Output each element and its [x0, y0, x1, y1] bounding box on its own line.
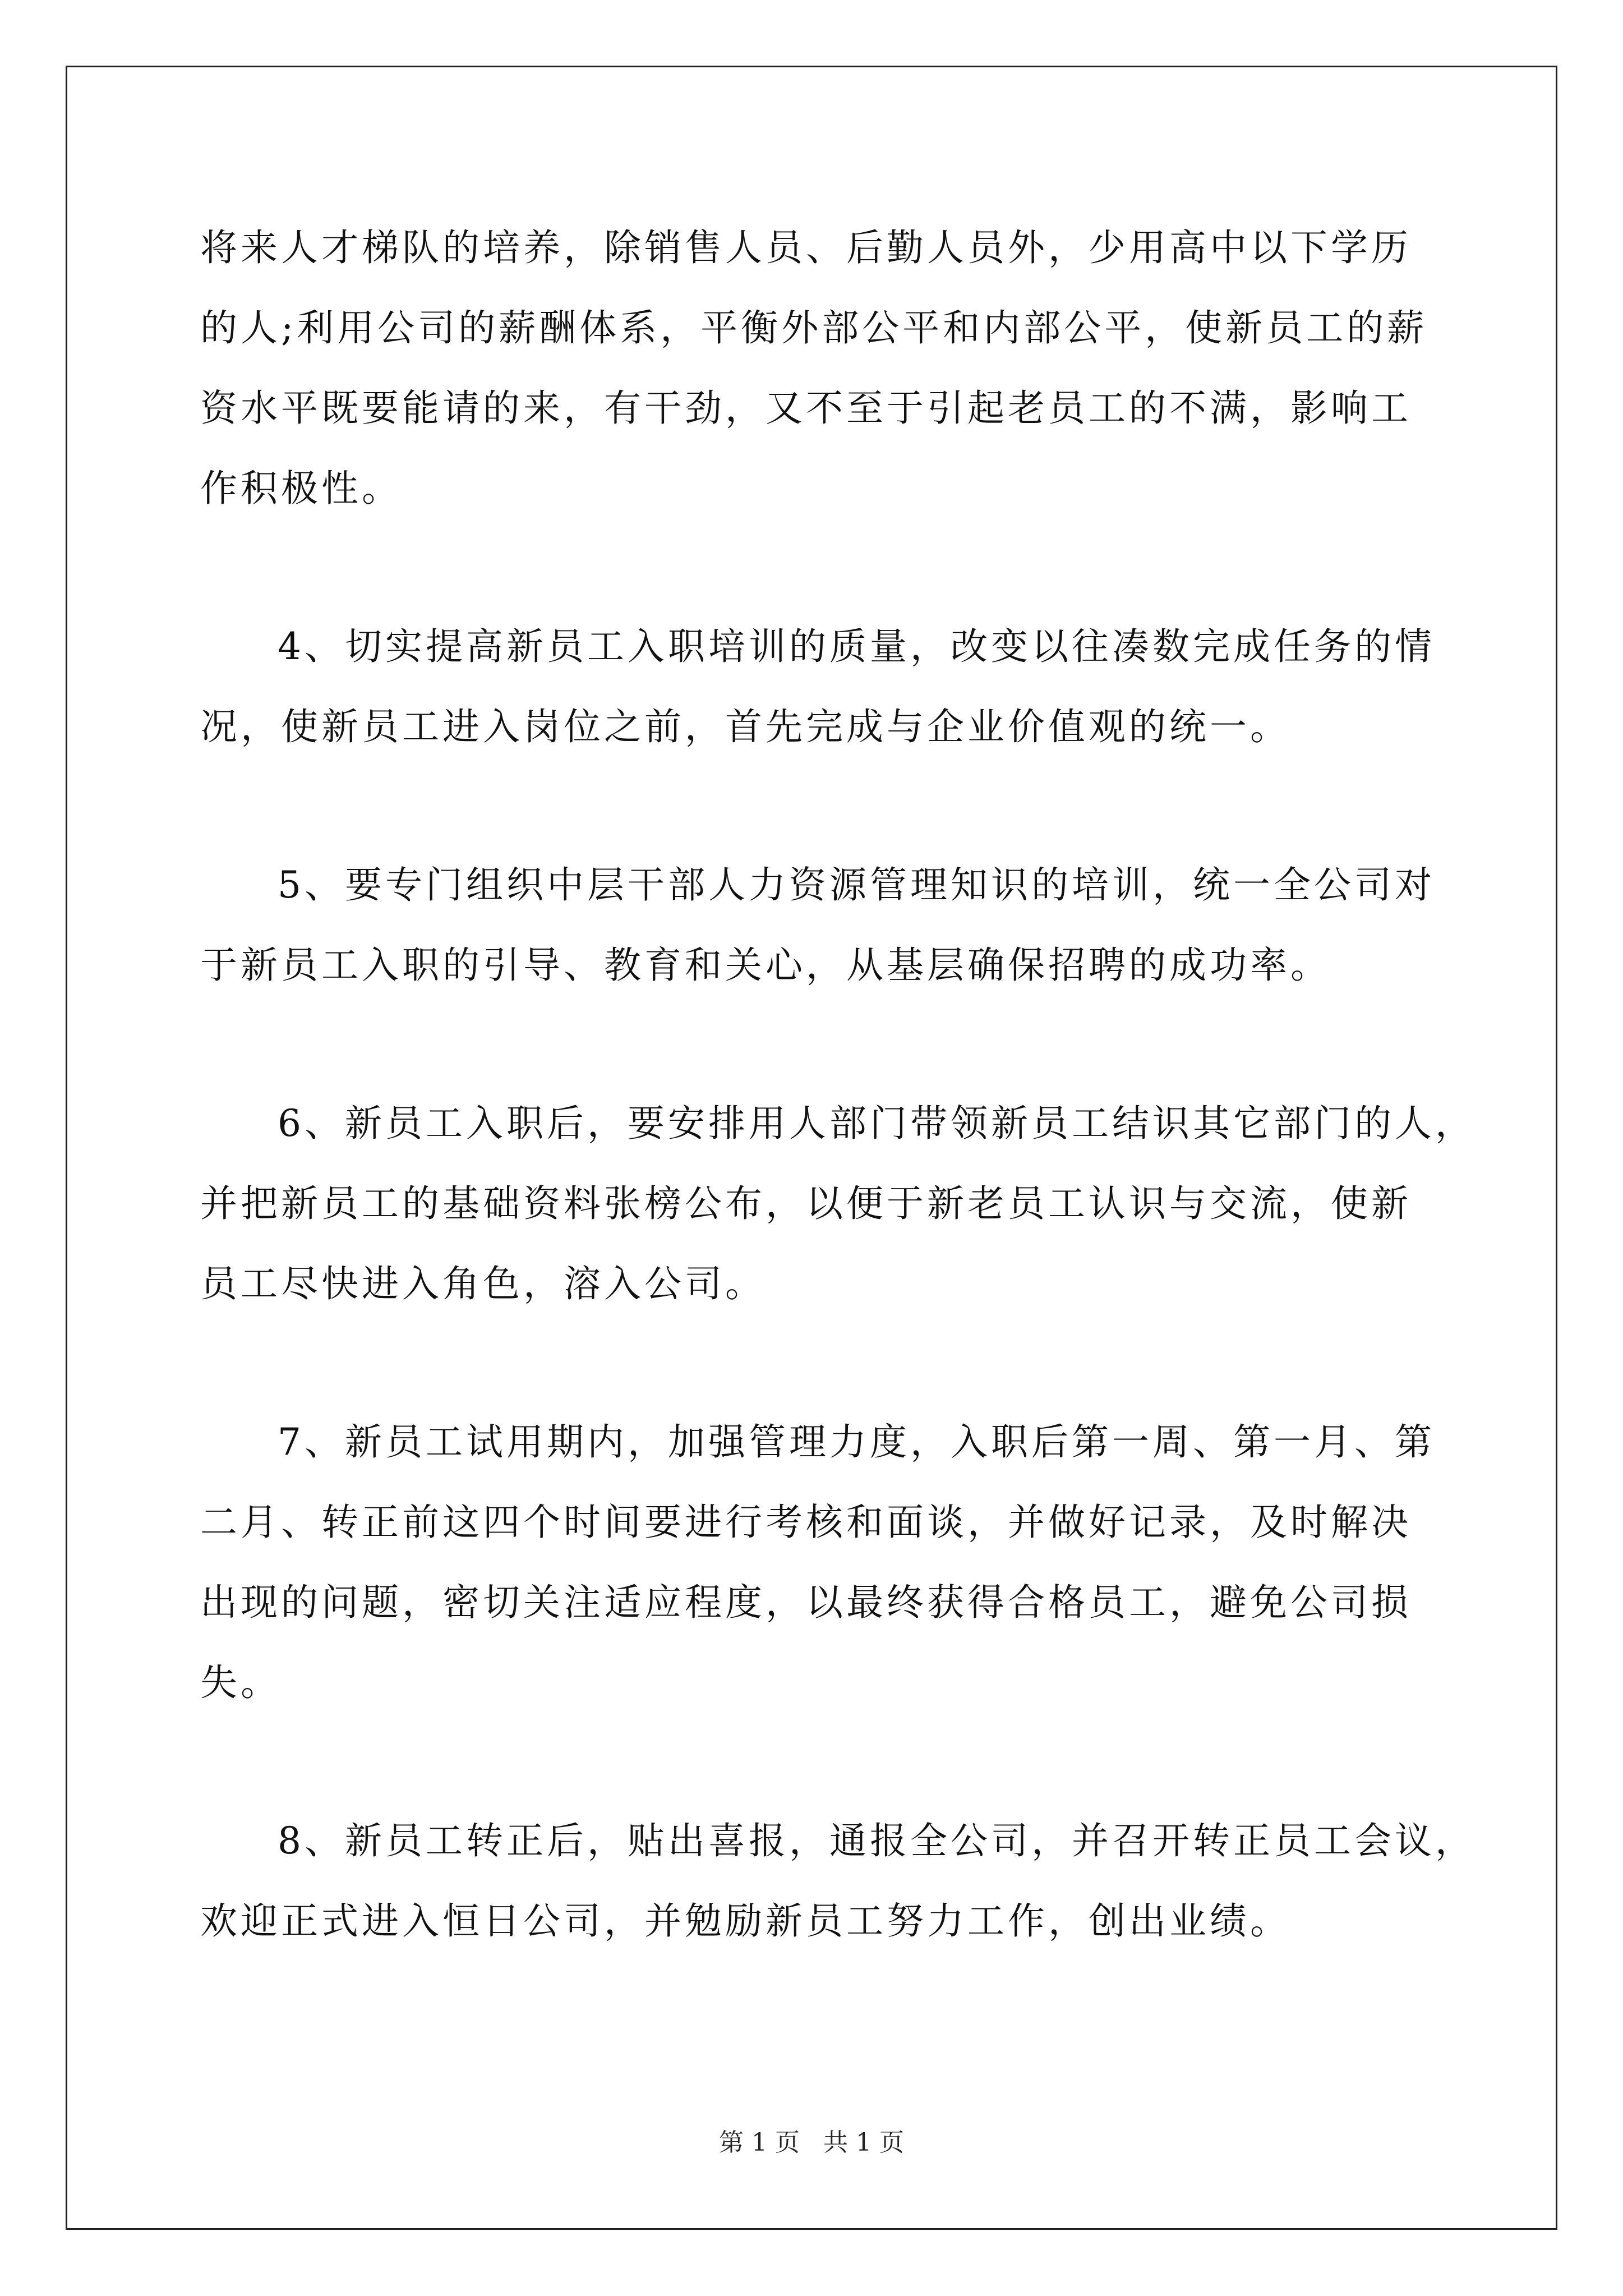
- text-line: 资水平既要能请的来，有干劲，又不至于引起老员工的不满，影响工: [200, 386, 1412, 430]
- text-line: 4、切实提高新员工入职培训的质量，改变以往凑数完成任务的情: [278, 625, 1435, 668]
- text-line: 欢迎正式进入恒日公司，并勉励新员工努力工作，创出业绩。: [200, 1899, 1290, 1943]
- paragraph-item-4: [200, 606, 1434, 767]
- document-body: [200, 208, 1476, 1961]
- text-line: 员工尽快进入角色，溶入公司。: [200, 1262, 766, 1305]
- paragraph-item-8: [200, 1801, 1476, 1961]
- text-line: 出现的问题，密切关注适应程度，以最终获得合格员工，避免公司损: [200, 1581, 1412, 1624]
- paragraph-item-5: [200, 845, 1434, 1005]
- text-line: 失。: [200, 1661, 281, 1704]
- paragraph-item-7: [200, 1402, 1434, 1723]
- text-line: 二月、转正前这四个时间要进行考核和面谈，并做好记录，及时解决: [200, 1501, 1412, 1544]
- page-number-footer: 第 1 页 共 1 页: [719, 2128, 904, 2157]
- text-line: 作积极性。: [200, 467, 402, 510]
- text-line: 8、新员工转正后，贴出喜报，通报全公司，并召开转正员工会议，: [278, 1819, 1476, 1862]
- paragraph-item-6: [200, 1083, 1476, 1324]
- text-line: 6、新员工入职后，要安排用人部门带领新员工结识其它部门的人，: [278, 1102, 1476, 1145]
- text-line: 的人;利用公司的薪酬体系，平衡外部公平和内部公平，使新员工的薪: [200, 306, 1428, 349]
- text-line: 7、新员工试用期内，加强管理力度，入职后第一周、第一月、第: [278, 1420, 1435, 1464]
- text-line: 于新员工入职的引导、教育和关心，从基层确保招聘的成功率。: [200, 944, 1331, 987]
- text-line: 5、要专门组织中层干部人力资源管理知识的培训，统一全公司对: [278, 863, 1435, 907]
- text-line: 将来人才梯队的培养，除销售人员、后勤人员外，少用高中以下学历: [200, 226, 1412, 269]
- text-line: 况，使新员工进入岗位之前，首先完成与企业价值观的统一。: [200, 705, 1290, 748]
- text-line: 并把新员工的基础资料张榜公布，以便于新老员工认识与交流，使新: [200, 1182, 1412, 1225]
- paragraph-continuation: [200, 208, 1434, 528]
